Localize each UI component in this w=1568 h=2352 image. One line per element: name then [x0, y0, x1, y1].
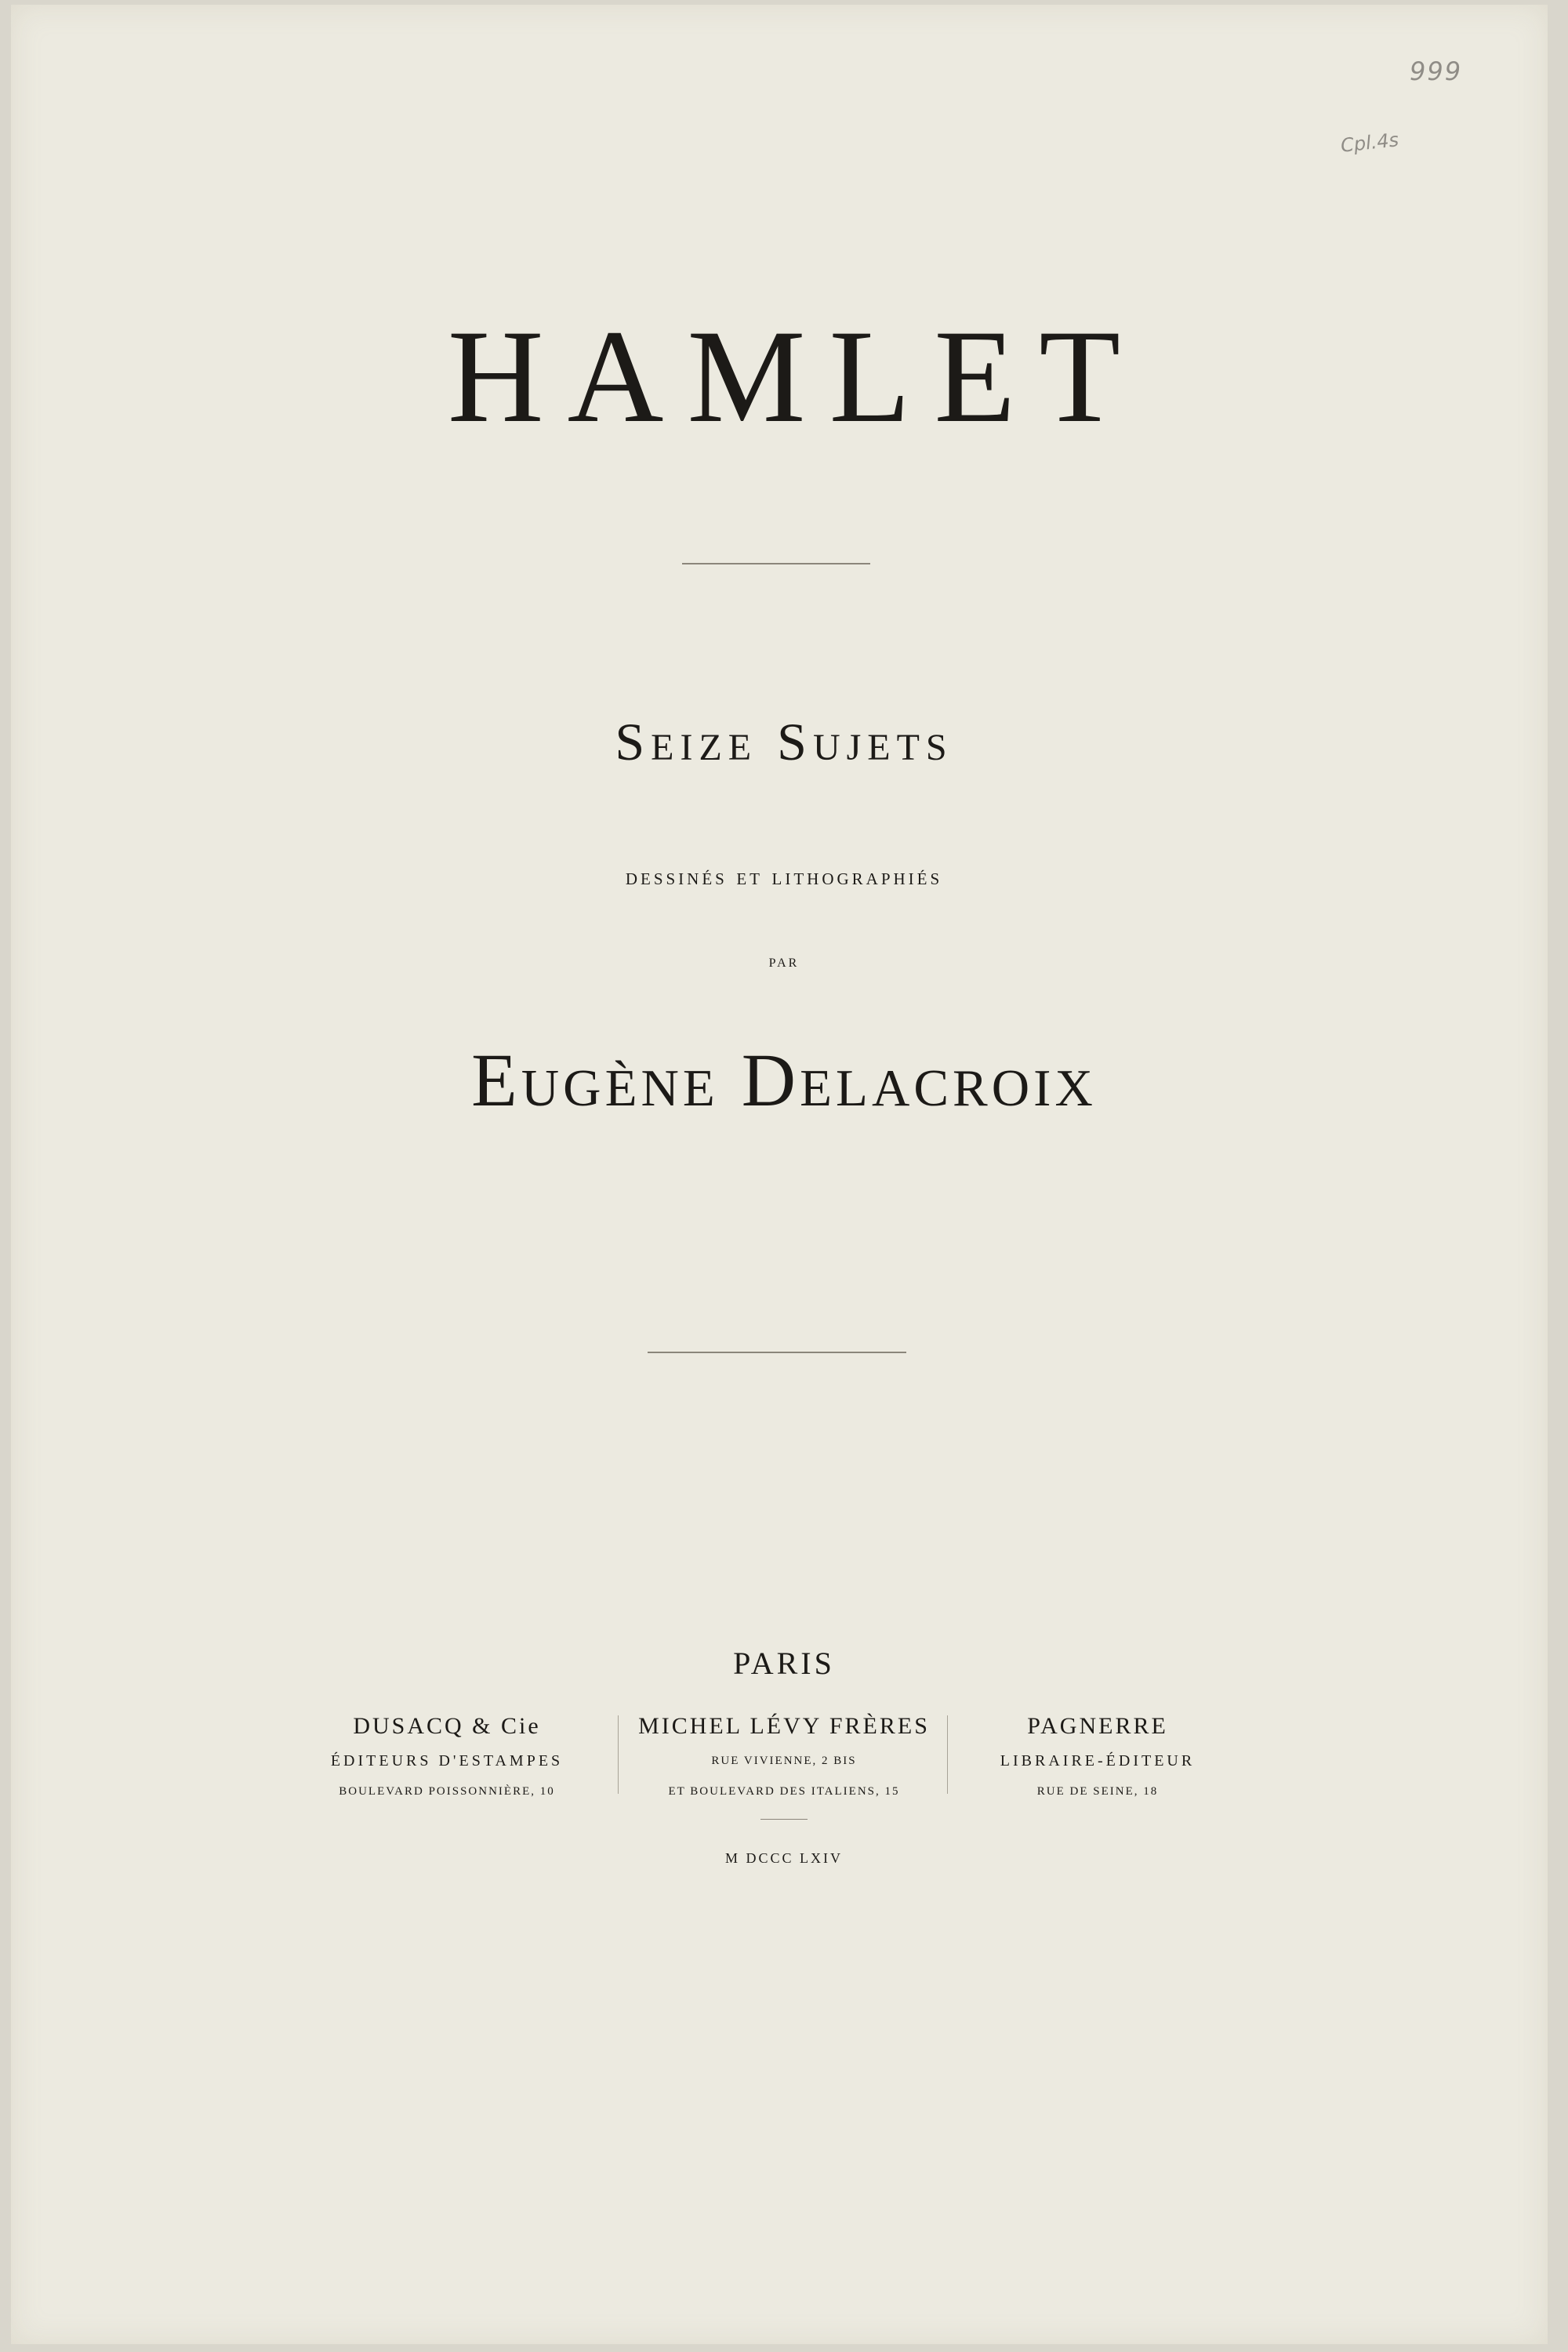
publisher-column-dusacq [282, 1708, 612, 1806]
publisher-name: DUSACQ & Cie [353, 1713, 541, 1739]
publication-date: M DCCC LXIV [724, 1850, 843, 1866]
publisher-column-levy [619, 1708, 949, 1806]
publisher-address: RUE DE SEINE, 18 [1036, 1785, 1159, 1798]
pencil-annotation: Cpl.4s [1339, 129, 1400, 157]
publisher-name: MICHEL LÉVY FRÈRES [638, 1713, 930, 1739]
city-name: PARIS [733, 1646, 835, 1681]
publisher-address-line1: RUE VIVIENNE, 2 BIS [711, 1755, 857, 1767]
upper-divider-rule [682, 563, 870, 564]
lower-divider-rule [648, 1352, 906, 1353]
publisher-address-line2: ET BOULEVARD DES ITALIENS, 15 [668, 1785, 900, 1798]
page-title: HAMLET [447, 303, 1145, 450]
dessines-line: dessinés et lithographiés [625, 864, 943, 890]
publisher-column-pagnerre [933, 1708, 1262, 1806]
column-divider-left [618, 1715, 619, 1794]
par-line: PAR [768, 956, 800, 970]
subtitle: Seize Sujets [615, 712, 953, 771]
publisher-name: PAGNERRE [1027, 1713, 1168, 1739]
date-divider-rule [760, 1819, 808, 1820]
publisher-role: ÉDITEURS D'ESTAMPES [330, 1752, 564, 1769]
author-name: Eugène Delacroix [471, 1038, 1097, 1122]
publisher-address: BOULEVARD POISSONNIÈRE, 10 [339, 1785, 555, 1798]
publisher-role: LIBRAIRE-ÉDITEUR [1000, 1752, 1196, 1769]
pencil-inventory-number: 999 [1410, 56, 1463, 86]
